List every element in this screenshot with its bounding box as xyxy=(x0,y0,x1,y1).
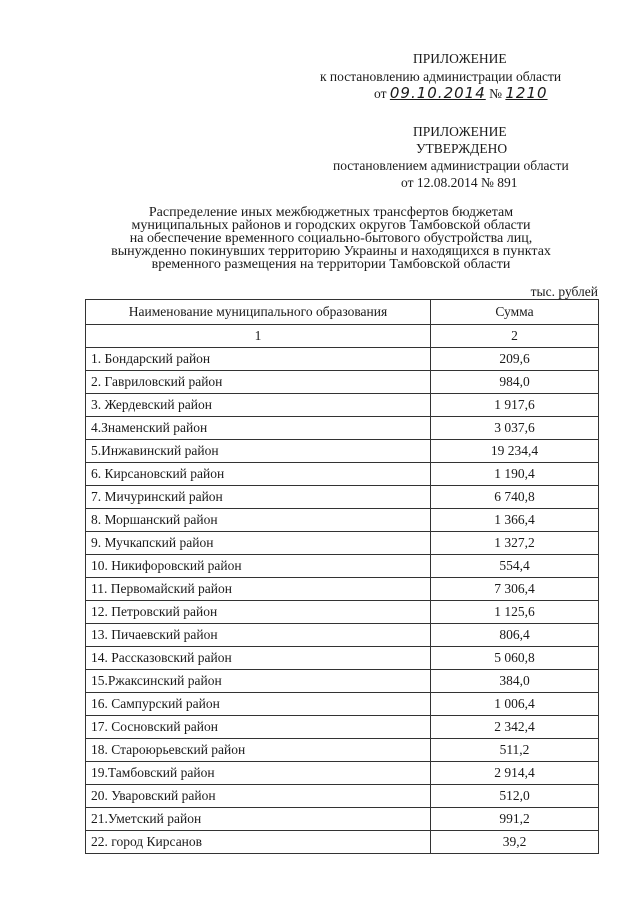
table-row xyxy=(86,762,599,785)
table-row xyxy=(86,716,599,739)
title-line: временного размещения на территории Тамбовской области xyxy=(151,257,511,272)
amount-value: 384,0 xyxy=(431,670,599,693)
table-row xyxy=(86,486,599,509)
approved-date-line: от 12.08.2014 № 891 xyxy=(401,175,518,190)
title-line: на обеспечение временного социально-бытового обустройства лиц, xyxy=(129,231,533,246)
column-number: 1 xyxy=(86,325,431,348)
table-row xyxy=(86,417,599,440)
annex-label: ПРИЛОЖЕНИЕ xyxy=(413,51,507,66)
table-row xyxy=(86,693,599,716)
municipality-name: 1. Бондарский район xyxy=(86,348,431,371)
table-column-numbers-row xyxy=(86,325,599,348)
municipality-name: 9. Мучкапский район xyxy=(86,532,431,555)
municipality-name: 7. Мичуринский район xyxy=(86,486,431,509)
municipality-name: 17. Сосновский район xyxy=(86,716,431,739)
municipality-name: 11. Первомайский район xyxy=(86,578,431,601)
title-line: Распределение иных межбюджетных трансфертов бюджетам xyxy=(148,205,514,220)
table-row xyxy=(86,532,599,555)
annex-number-sign: № xyxy=(489,86,503,101)
distribution-table xyxy=(85,299,599,854)
amount-value: 6 740,8 xyxy=(431,486,599,509)
municipality-name: 15.Ржаксинский район xyxy=(86,670,431,693)
amount-value: 1 327,2 xyxy=(431,532,599,555)
table-row xyxy=(86,440,599,463)
column-number: 2 xyxy=(431,325,599,348)
table-header-row xyxy=(86,300,599,325)
annex-date-prefix: от xyxy=(374,86,387,101)
amount-value: 39,2 xyxy=(431,831,599,854)
header-amount: Сумма xyxy=(431,300,599,325)
amount-value: 1 366,4 xyxy=(431,509,599,532)
municipality-name: 20. Уваровский район xyxy=(86,785,431,808)
amount-value: 3 037,6 xyxy=(431,417,599,440)
amount-value: 991,2 xyxy=(431,808,599,831)
table-row xyxy=(86,348,599,371)
units-label: тыс. рублей xyxy=(530,284,598,299)
municipality-name: 5.Инжавинский район xyxy=(86,440,431,463)
municipality-name: 3. Жердевский район xyxy=(86,394,431,417)
amount-value: 5 060,8 xyxy=(431,647,599,670)
municipality-name: 8. Моршанский район xyxy=(86,509,431,532)
table-row xyxy=(86,578,599,601)
amount-value: 512,0 xyxy=(431,785,599,808)
table-row xyxy=(86,463,599,486)
table-row xyxy=(86,785,599,808)
amount-value: 1 006,4 xyxy=(431,693,599,716)
table-row xyxy=(86,555,599,578)
municipality-name: 13. Пичаевский район xyxy=(86,624,431,647)
amount-value: 806,4 xyxy=(431,624,599,647)
amount-value: 554,4 xyxy=(431,555,599,578)
table-row xyxy=(86,739,599,762)
municipality-name: 6. Кирсановский район xyxy=(86,463,431,486)
header-municipality: Наименование муниципального образования xyxy=(86,300,431,325)
title-line: муниципальных районов и городских округов Тамбовской области xyxy=(131,218,531,233)
amount-value: 2 914,4 xyxy=(431,762,599,785)
title-line: вынужденно покинувших территорию Украины и находящихся в пунктах xyxy=(111,244,551,259)
municipality-name: 14. Рассказовский район xyxy=(86,647,431,670)
table-row xyxy=(86,601,599,624)
approved-by-line: постановлением администрации области xyxy=(333,158,569,173)
approved-label: УТВЕРЖДЕНО xyxy=(416,141,508,156)
annex-date-line xyxy=(374,85,548,102)
table-body xyxy=(86,348,599,854)
amount-value: 7 306,4 xyxy=(431,578,599,601)
approved-annex-label: ПРИЛОЖЕНИЕ xyxy=(413,124,507,139)
municipality-name: 4.Знаменский район xyxy=(86,417,431,440)
amount-value: 1 125,6 xyxy=(431,601,599,624)
amount-value: 209,6 xyxy=(431,348,599,371)
table-row xyxy=(86,670,599,693)
table-row xyxy=(86,624,599,647)
table-row xyxy=(86,394,599,417)
municipality-name: 16. Сампурский район xyxy=(86,693,431,716)
amount-value: 19 234,4 xyxy=(431,440,599,463)
municipality-name: 19.Тамбовский район xyxy=(86,762,431,785)
annex-subtitle: к постановлению администрации области xyxy=(320,69,562,84)
municipality-name: 21.Уметский район xyxy=(86,808,431,831)
municipality-name: 10. Никифоровский район xyxy=(86,555,431,578)
municipality-name: 18. Староюрьевский район xyxy=(86,739,431,762)
annex-date-handwritten: 09.10.2014 xyxy=(389,84,486,102)
table-row xyxy=(86,647,599,670)
amount-value: 1 917,6 xyxy=(431,394,599,417)
municipality-name: 12. Петровский район xyxy=(86,601,431,624)
table-row xyxy=(86,808,599,831)
table-row xyxy=(86,509,599,532)
table-row xyxy=(86,371,599,394)
amount-value: 984,0 xyxy=(431,371,599,394)
municipality-name: 2. Гавриловский район xyxy=(86,371,431,394)
table-row xyxy=(86,831,599,854)
document-title xyxy=(96,206,566,271)
municipality-name: 22. город Кирсанов xyxy=(86,831,431,854)
annex-number-handwritten: 1210 xyxy=(505,84,548,102)
amount-value: 511,2 xyxy=(431,739,599,762)
amount-value: 2 342,4 xyxy=(431,716,599,739)
amount-value: 1 190,4 xyxy=(431,463,599,486)
